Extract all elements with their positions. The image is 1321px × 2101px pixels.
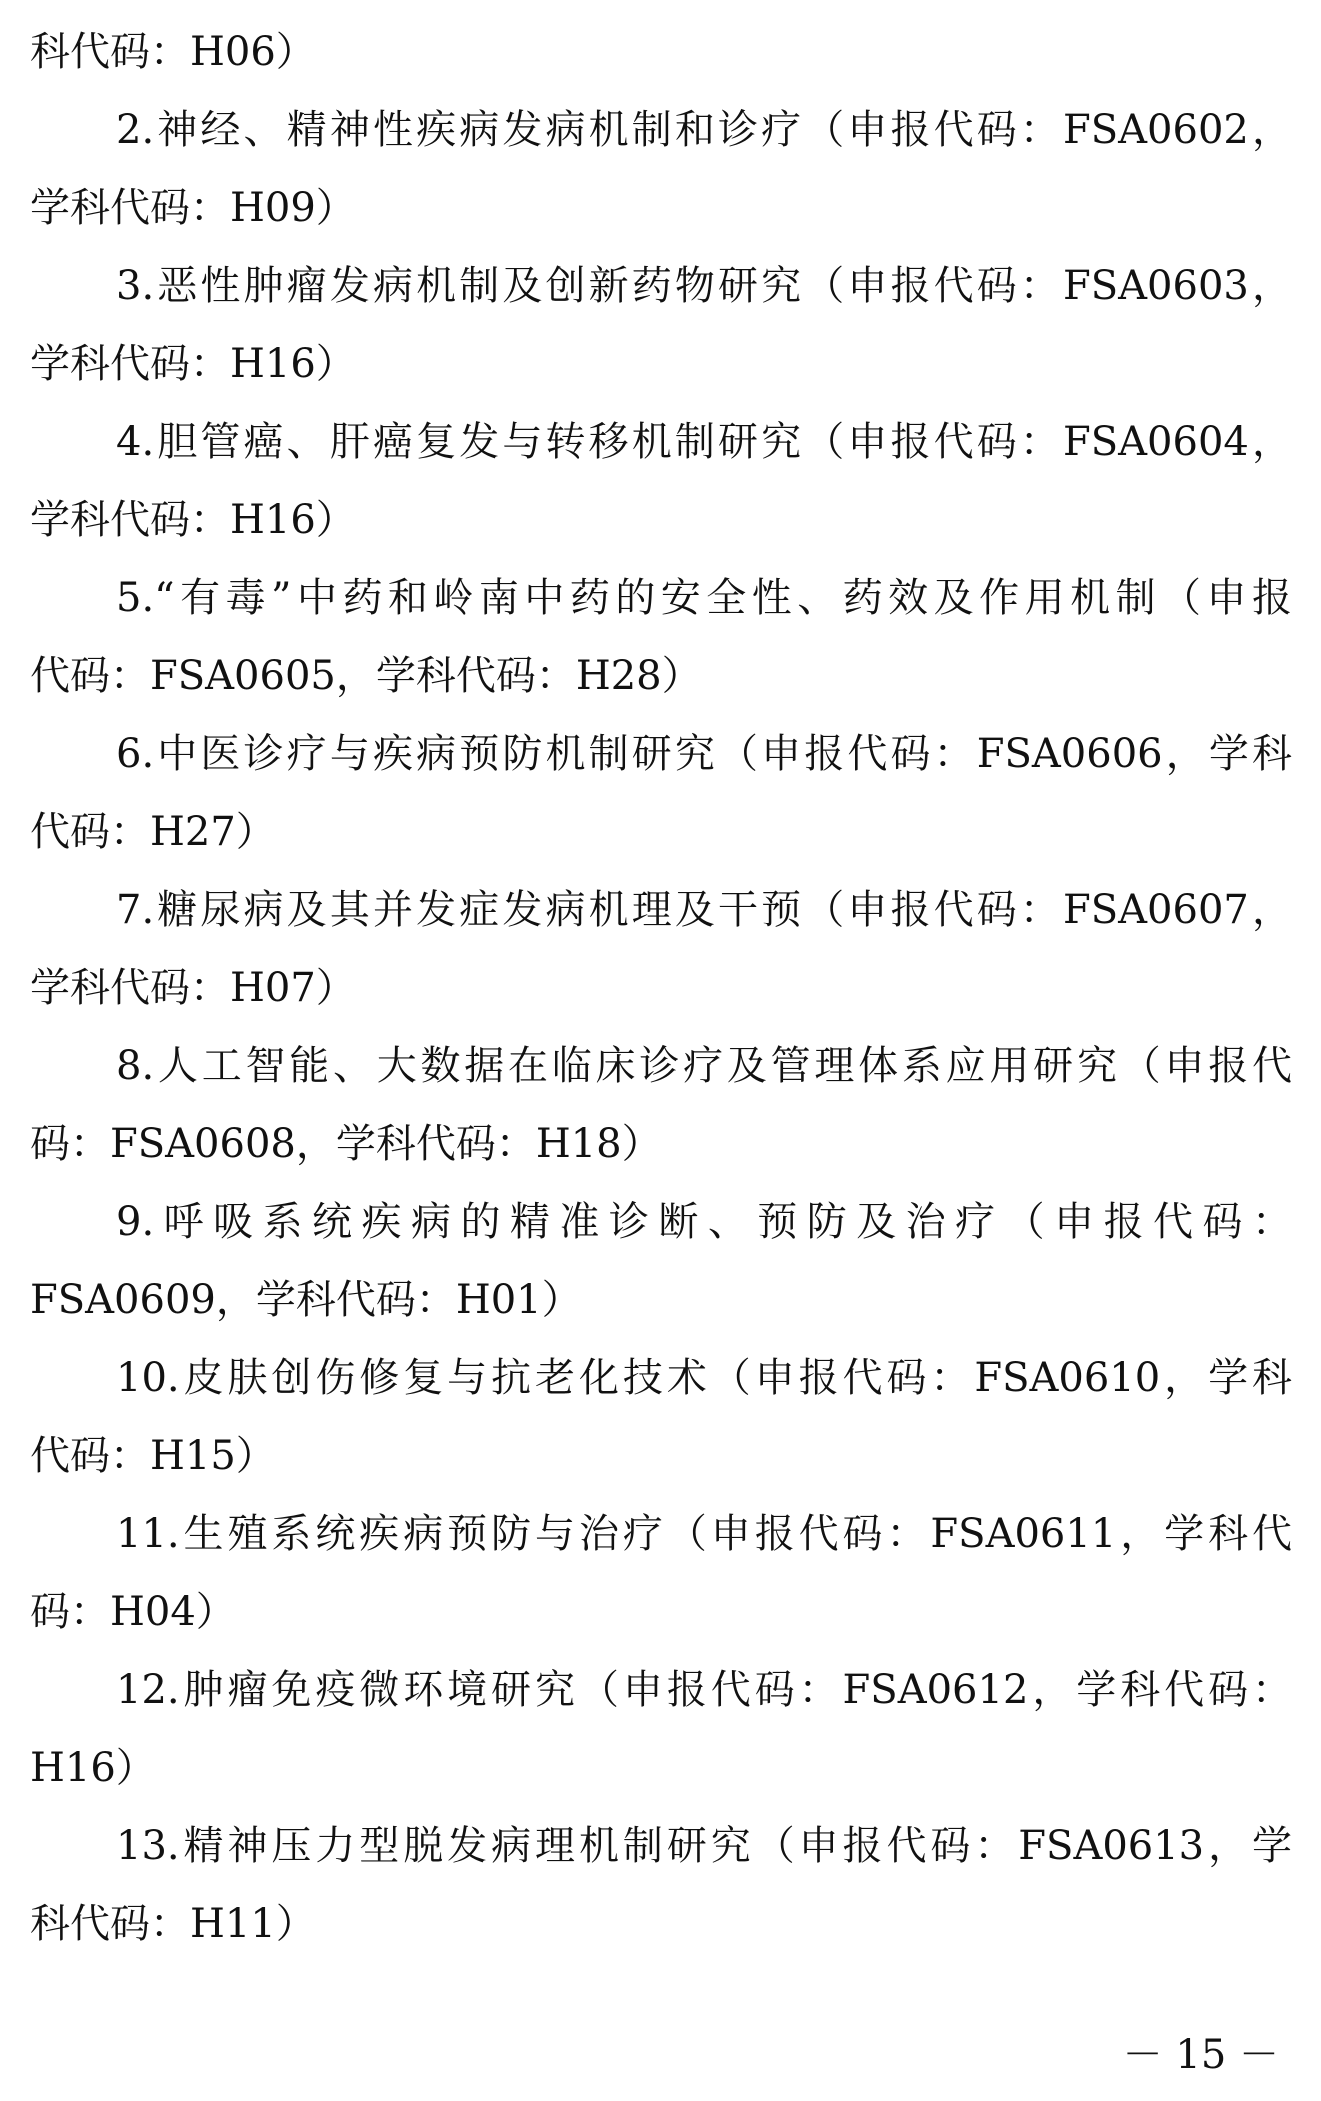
text-line-7: 学科代码：H16） <box>30 497 356 543</box>
text-line-10: 6.中医诊疗与疾病预防机制研究（申报代码：FSA0606，学科 <box>116 731 1292 777</box>
text-line-8: 5.“有毒”中药和岭南中药的安全性、药效及作用机制（申报 <box>116 575 1292 621</box>
text-line-24: 13.精神压力型脱发病理机制研究（申报代码：FSA0613，学 <box>116 1823 1292 1869</box>
text-line-20: 11.生殖系统疾病预防与治疗（申报代码：FSA0611，学科代 <box>116 1511 1292 1557</box>
text-line-18: 10.皮肤创伤修复与抗老化技术（申报代码：FSA0610，学科 <box>116 1355 1292 1401</box>
text-line-5: 学科代码：H16） <box>30 341 356 387</box>
text-line-6: 4.胆管癌、肝癌复发与转移机制研究（申报代码：FSA0604， <box>116 419 1292 465</box>
page-number: － 15 － <box>1122 2032 1279 2078</box>
text-line-17: FSA0609，学科代码：H01） <box>30 1277 582 1323</box>
text-line-22: 12.肿瘤免疫微环境研究（申报代码：FSA0612，学科代码： <box>116 1667 1292 1713</box>
text-line-21: 码：H04） <box>30 1589 236 1635</box>
text-line-2: 2.神经、精神性疾病发病机制和诊疗（申报代码：FSA0602， <box>116 107 1292 153</box>
text-line-19: 代码：H15） <box>30 1433 276 1479</box>
text-line-15: 码：FSA0608，学科代码：H18） <box>30 1121 662 1167</box>
text-line-13: 学科代码：H07） <box>30 965 356 1011</box>
text-line-23: H16） <box>30 1745 156 1791</box>
text-line-25: 科代码：H11） <box>30 1901 316 1947</box>
text-line-16: 9.呼吸系统疾病的精准诊断、预防及治疗（申报代码： <box>116 1199 1292 1245</box>
text-line-11: 代码：H27） <box>30 809 276 855</box>
text-line-14: 8.人工智能、大数据在临床诊疗及管理体系应用研究（申报代 <box>116 1043 1292 1089</box>
text-line-12: 7.糖尿病及其并发症发病机理及干预（申报代码：FSA0607， <box>116 887 1292 933</box>
text-line-9: 代码：FSA0605，学科代码：H28） <box>30 653 702 699</box>
text-line-3: 学科代码：H09） <box>30 185 356 231</box>
text-line-4: 3.恶性肿瘤发病机制及创新药物研究（申报代码：FSA0603， <box>116 263 1292 309</box>
text-line-1: 科代码：H06） <box>30 29 316 75</box>
